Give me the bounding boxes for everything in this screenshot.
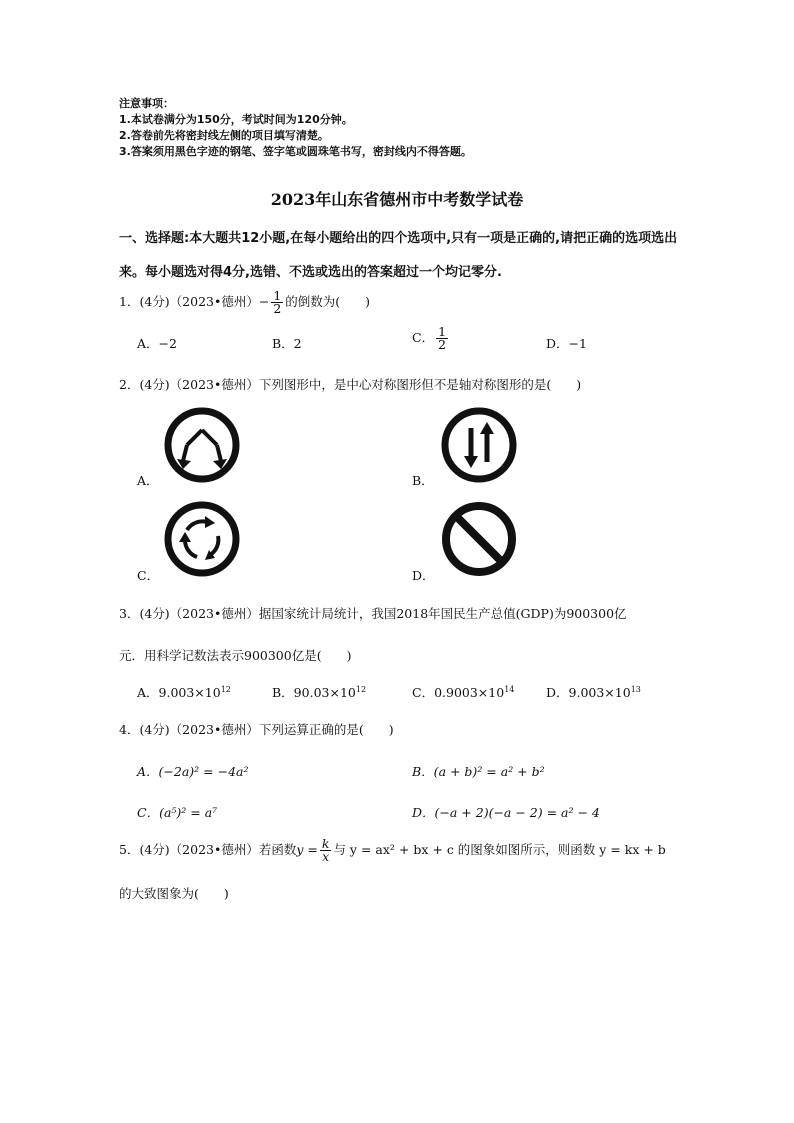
q2-option-a[interactable]: A． bbox=[137, 473, 159, 488]
question-5-line-1 bbox=[119, 838, 666, 863]
q2-option-d[interactable]: D． bbox=[412, 568, 435, 583]
q3-option-d-exp: 13 bbox=[630, 684, 641, 694]
q5-mid: 与 y = ax² + bx + c 的图象如图所示，则函数 y = kx + b bbox=[333, 842, 666, 857]
notice-item-1: 1.本试卷满分为150分，考试时间为120分钟。 bbox=[119, 113, 353, 126]
notice-heading: 注意事项： bbox=[119, 97, 174, 110]
q4-option-c[interactable]: C．(a⁵)² = a⁷ bbox=[137, 805, 218, 820]
question-3-line-1: 3．(4分)（2023•德州）据国家统计局统计，我国2018年国民生产总值(GDP)为900300亿 bbox=[119, 606, 627, 621]
q2-option-b[interactable]: B． bbox=[412, 473, 434, 488]
q5-fraction bbox=[320, 838, 332, 863]
q1-option-c-label: C． bbox=[412, 330, 435, 345]
q4-option-b[interactable]: B．(a + b)² = a² + b² bbox=[412, 764, 545, 779]
q1-neg: − bbox=[258, 294, 270, 309]
q3-option-a-base: A．9.003×10 bbox=[137, 685, 221, 700]
q1-option-a[interactable]: A．−2 bbox=[137, 336, 177, 351]
q5-denominator: x bbox=[322, 849, 330, 864]
notice-item-2: 2.答卷前先将密封线左侧的项目填写清楚。 bbox=[119, 129, 329, 142]
q3-option-c-exp: 14 bbox=[504, 684, 515, 694]
q5-y-eq: y = bbox=[296, 842, 318, 857]
question-1 bbox=[119, 290, 370, 315]
question-2: 2．(4分)（2023•德州）下列图形中，是中心对称图形但不是轴对称图形的是( ) bbox=[119, 377, 582, 392]
q3-option-a-exp: 12 bbox=[220, 684, 231, 694]
question-4: 4．(4分)（2023•德州）下列运算正确的是( ) bbox=[119, 722, 394, 737]
q1-denominator: 2 bbox=[273, 301, 282, 316]
q4-option-d[interactable]: D．(−a + 2)(−a − 2) = a² − 4 bbox=[412, 805, 600, 820]
q1-c-numerator: 1 bbox=[438, 324, 447, 339]
sign-roundabout-icon bbox=[163, 500, 241, 578]
q2-option-c[interactable]: C． bbox=[137, 568, 160, 583]
sign-two-way-arrows-icon bbox=[440, 406, 518, 484]
q3-option-b[interactable] bbox=[272, 683, 366, 701]
q5-numerator: k bbox=[321, 836, 330, 851]
q3-option-b-exp: 12 bbox=[355, 684, 367, 694]
q3-option-c[interactable] bbox=[412, 683, 514, 701]
q1-option-c[interactable] bbox=[412, 326, 450, 351]
q1-suffix: 的倒数为( ) bbox=[285, 294, 371, 309]
q1-option-b[interactable]: B．2 bbox=[272, 336, 302, 351]
q4-option-a[interactable]: A．(−2a)² = −4a² bbox=[137, 764, 249, 779]
q3-option-c-base: C．0.9003×10 bbox=[412, 685, 505, 700]
sign-no-entry-icon bbox=[440, 500, 518, 578]
q1-prefix: 1．(4分)（2023•德州） bbox=[119, 294, 259, 309]
notice-block bbox=[119, 96, 472, 160]
q5-prefix: 5．(4分)（2023•德州）若函数 bbox=[119, 842, 297, 857]
exam-title: 2023年山东省德州市中考数学试卷 bbox=[270, 190, 524, 209]
section-instructions: 一、选择题:本大题共12小题,在每小题给出的四个选项中,只有一项是正确的,请把正确的选项选出来。每小题选对得4分,选错、不选或选出的答案超过一个均记零分. bbox=[119, 231, 678, 280]
q3-option-a[interactable] bbox=[137, 683, 231, 701]
q3-option-b-base: B．90.03×10 bbox=[272, 685, 356, 700]
q3-option-d[interactable] bbox=[546, 683, 641, 701]
sign-diverging-arrows-icon bbox=[163, 406, 241, 484]
question-5-line-2: 的大致图象为( ) bbox=[119, 886, 229, 901]
q1-numerator: 1 bbox=[273, 288, 282, 303]
q1-option-d[interactable]: D．−1 bbox=[546, 336, 587, 351]
notice-item-3: 3.答案须用黑色字迹的钢笔、签字笔或圆珠笔书写，密封线内不得答题。 bbox=[119, 145, 472, 158]
q1-fraction bbox=[271, 290, 283, 315]
q3-option-d-base: D．9.003×10 bbox=[546, 685, 631, 700]
q1-c-denominator: 2 bbox=[438, 337, 447, 352]
question-3-line-2: 元．用科学记数法表示900300亿是( ) bbox=[119, 648, 352, 663]
q1-option-c-fraction bbox=[436, 326, 448, 351]
